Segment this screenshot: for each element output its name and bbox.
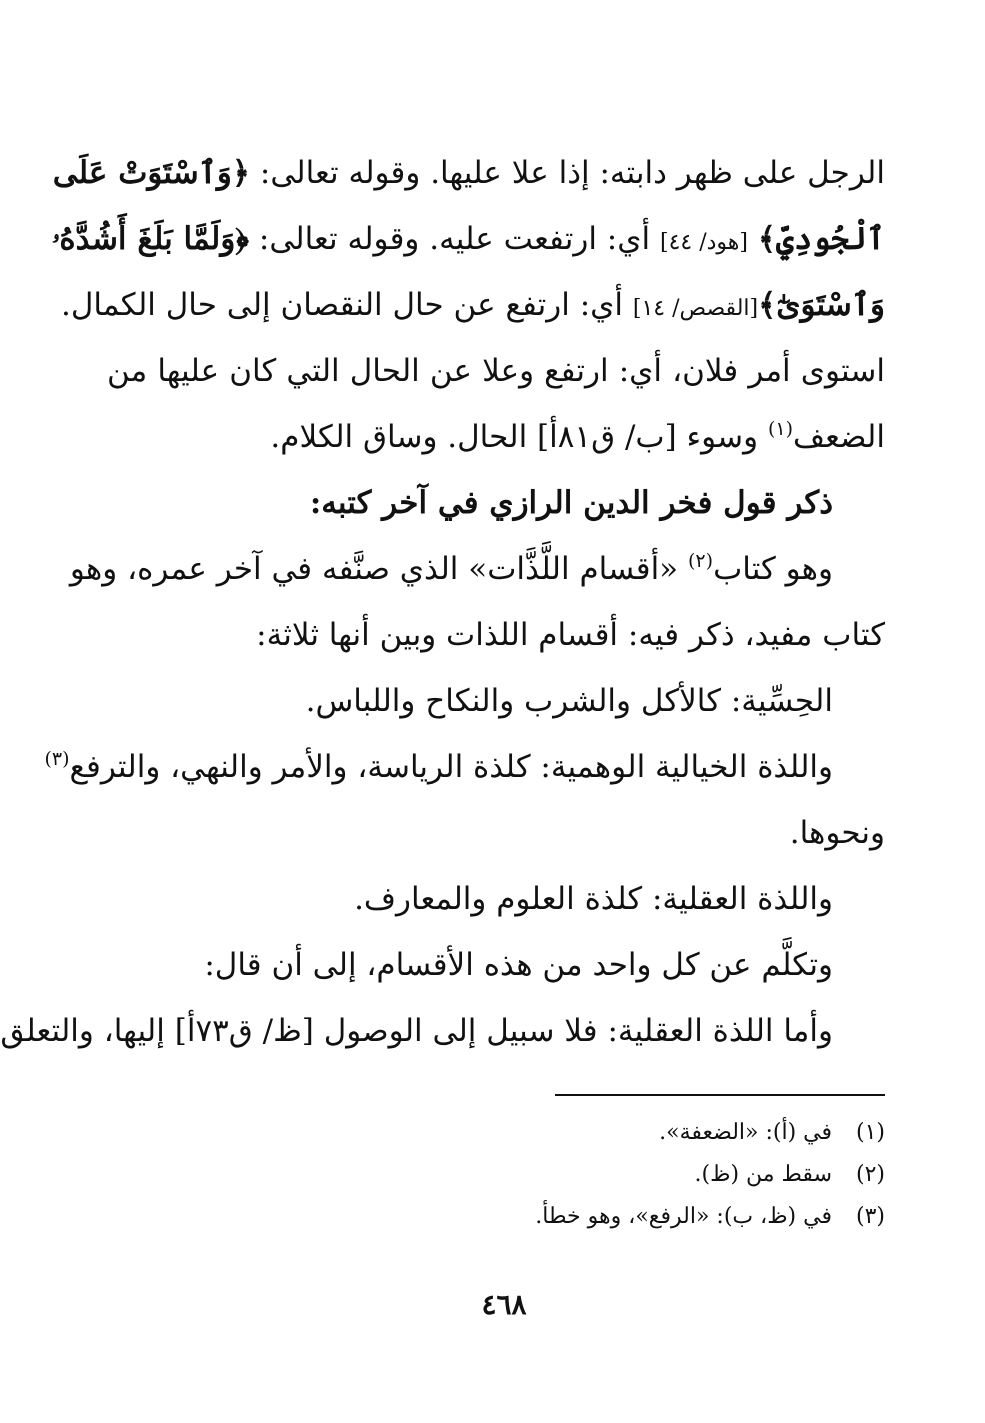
text-line-7 xyxy=(69,536,885,602)
text-line-12 xyxy=(107,866,885,932)
text-line-8 xyxy=(107,602,885,668)
text-run: وسوء [ب/ ق٨١أ] الحال. وساق الكلام. xyxy=(270,419,768,455)
text-line-1 xyxy=(52,140,885,206)
footnote-number: (٣) xyxy=(855,1204,885,1229)
footnote-3 xyxy=(107,1196,885,1238)
footnote-marker: (١) xyxy=(767,418,793,440)
footnote-text: في (ظ، ب): «الرفع»، وهو خطأ. xyxy=(535,1204,832,1229)
text-run: أي: ارتفعت عليه. وقوله تعالى: xyxy=(249,221,660,257)
quran-verse: ٱلْجُودِيِّ﴾ xyxy=(757,221,885,257)
text-run: ونحوها. xyxy=(789,815,885,851)
footnote-number: (١) xyxy=(855,1120,885,1145)
section-heading xyxy=(107,470,885,536)
text-run: «أقسام اللَّذَّات» الذي صنَّفه في آخر عمره، وهو xyxy=(69,551,688,587)
footnote-number: (٢) xyxy=(855,1162,885,1187)
text-run: كتاب مفيد، ذكر فيه: أقسام اللذات وبين أنها ثلاثة: xyxy=(256,617,885,653)
footnote-text: في (أ): «الضعفة». xyxy=(659,1120,832,1145)
text-run: أي: ارتفع عن حال النقصان إلى حال الكمال. xyxy=(60,287,633,323)
page-number: ٤٦٨ xyxy=(481,1288,527,1321)
text-run: الرجل على ظهر دابته: إذا علا عليها. وقوله تعالى: xyxy=(250,155,885,191)
quran-verse: ﴿وَلَمَّا بَلَغَ أَشُدَّهُۥ xyxy=(51,221,250,257)
verse-reference: [القصص/ ١٤] xyxy=(632,296,759,321)
heading-text: ذكر قول فخر الدين الرازي في آخر كتبه: xyxy=(309,485,833,521)
text-line-9 xyxy=(107,668,885,734)
footnote-2 xyxy=(107,1154,885,1196)
text-run: استوى أمر فلان، أي: ارتفع وعلا عن الحال التي كان عليها من xyxy=(107,353,885,389)
text-line-11 xyxy=(107,800,885,866)
text-run: واللذة العقلية: كلذة العلوم والمعارف. xyxy=(354,881,833,917)
text-line-10 xyxy=(44,734,885,800)
footnote-separator xyxy=(555,1094,885,1096)
text-line-4 xyxy=(107,338,885,404)
main-text xyxy=(0,140,885,1064)
quran-verse: ﴿وَٱسْتَوَتْ عَلَى xyxy=(52,155,251,191)
footnote-text: سقط من (ظ). xyxy=(694,1162,832,1187)
text-line-5 xyxy=(107,404,885,470)
text-run: وتكلَّم عن كل واحد من هذه الأقسام، إلى أن قال: xyxy=(204,947,833,983)
text-line-3 xyxy=(60,272,885,338)
text-run: وهو كتاب xyxy=(713,551,833,587)
text-line-14 xyxy=(0,998,885,1064)
text-run: الحِسِّية: كالأكل والشرب والنكاح واللباس. xyxy=(305,683,833,719)
text-line-13 xyxy=(107,932,885,998)
footnote-1 xyxy=(107,1112,885,1154)
text-run: وأما اللذة العقلية: فلا سبيل إلى الوصول [ظ/ ق٧٣أ] إليها، والتعلق xyxy=(0,1013,833,1049)
text-run: الضعف xyxy=(793,419,885,455)
text-line-2 xyxy=(51,206,885,272)
verse-reference: [هود/ ٤٤] xyxy=(659,230,748,255)
quran-verse: وَٱسْتَوَىٰٓ﴾ xyxy=(758,287,885,323)
footnote-marker: (٣) xyxy=(44,748,70,770)
footnote-marker: (٢) xyxy=(688,550,714,572)
text-run: واللذة الخيالية الوهمية: كلذة الرياسة، والأمر والنهي، والترفع xyxy=(69,749,833,785)
footnotes xyxy=(107,1112,885,1238)
